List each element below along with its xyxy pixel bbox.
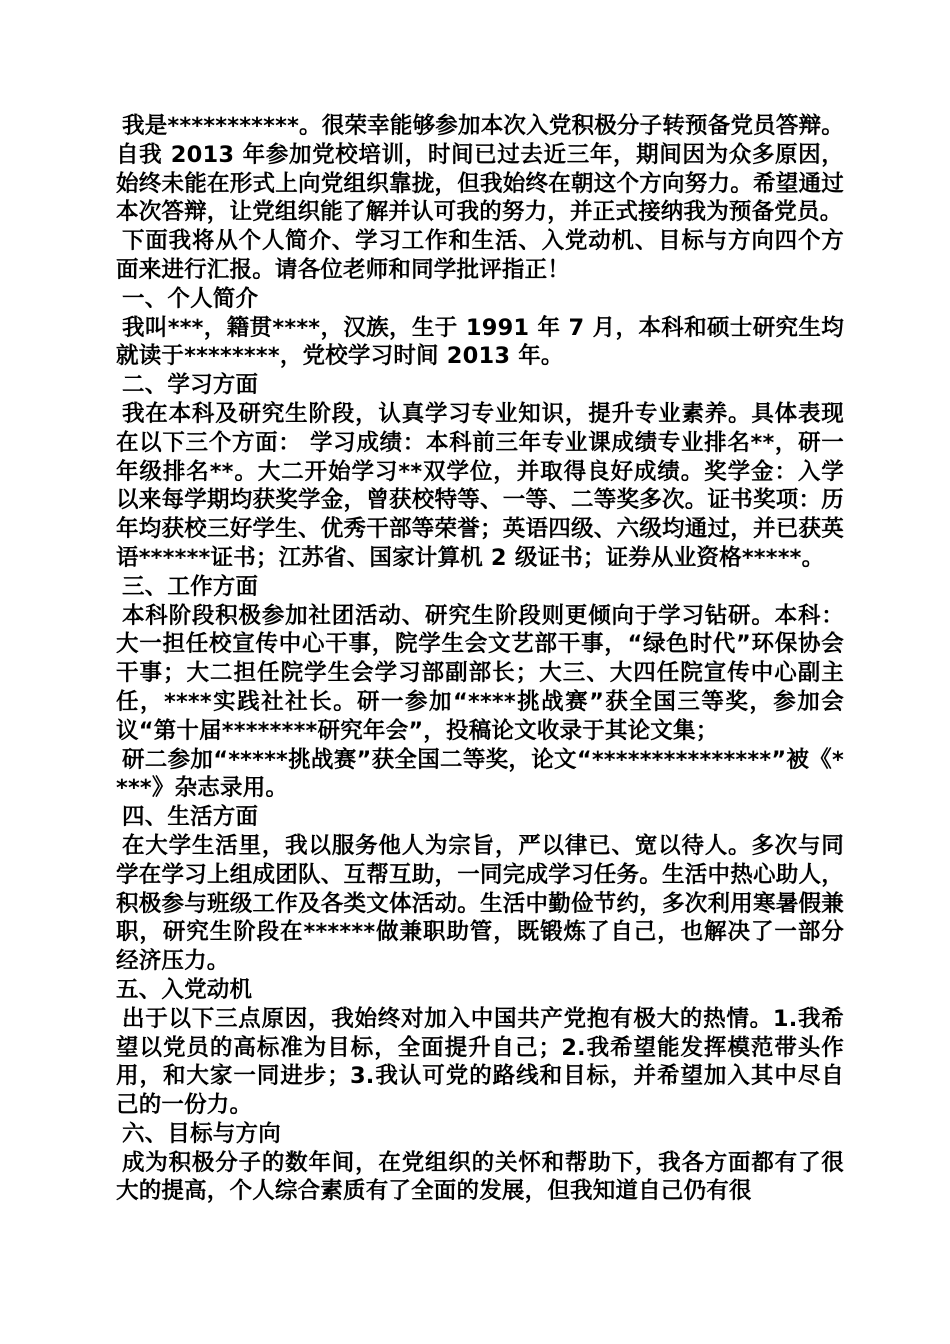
section-heading-profile: 一、个人简介: [122, 285, 259, 312]
work-paragraph: 本科阶段积极参加社团活动、研究生阶段则更倾向于学习钻研。本科：大一担任校宣传中心干事，院学生会文艺部干事，“绿色时代”环保协会干事；大二担任院学生会学习部副部长；大三、大四任院宣传中心副主任，****实践社社长。研一参加“****挑战赛”获全国三等奖，参加会议“第十届********研究年会”，投稿论文收录于其论文集；: [116, 602, 844, 744]
work-paragraph-continued: 研二参加“*****挑战赛”获全国二等奖，论文“***************”被《****》杂志录用。: [116, 746, 844, 802]
section-heading-work: 三、工作方面: [122, 573, 259, 600]
profile-paragraph: 我叫***，籍贯****，汉族，生于 1991 年 7 月，本科和硕士研究生均就读于********，党校学习时间 2013 年。: [116, 314, 844, 370]
section-heading-motivation: 五、入党动机: [116, 976, 253, 1003]
section-heading-goals: 六、目标与方向: [122, 1120, 281, 1147]
intro-paragraph: 我是***********。很荣幸能够参加本次入党积极分子转预备党员答辩。自我 2013 年参加党校培训，时间已过去近三年，期间因为众多原因，始终未能在形式上向党组织靠拢，但我始终在朝这个方向努力。希望通过本次答辩，让党组织能了解并认可我的努力，并正式接纳我为预备党员。: [116, 113, 844, 226]
life-paragraph: 在大学生活里，我以服务他人为宗旨，严以律已、宽以待人。多次与同学在学习上组成团队、互帮互助，一同完成学习任务。生活中热心助人，积极参与班级工作及各类文体活动。生活中勤俭节约，多次利用寒暑假兼职，研究生阶段在******做兼职助管，既锻炼了自己，也解决了一部分经济压力。: [116, 832, 844, 975]
motivation-paragraph: 出于以下三点原因，我始终对加入中国共产党抱有极大的热情。1.我希望以党员的高标准为目标，全面提升自己；2.我希望能发挥模范带头作用，和大家一同进步；3.我认可党的路线和目标，并希望加入其中尽自己的一份力。: [116, 1005, 844, 1119]
study-paragraph: 我在本科及研究生阶段，认真学习专业知识，提升专业素养。具体表现在以下三个方面： 学习成绩：本科前三年专业课成绩专业排名**，研一年级排名**。大二开始学习**双学位，并取得良好成绩。奖学金：入学以来每学期均获奖学金，曾获校特等、一等、二等奖多次。证书奖项：历年均获校三好学生、优秀干部等荣誉；英语四级、六级均通过，并已获英语******证书；江苏省、国家计算机 2 级证书；证券从业资格*****。: [116, 400, 844, 571]
section-heading-life: 四、生活方面: [122, 804, 259, 831]
goals-paragraph: 成为积极分子的数年间，在党组织的关怀和帮助下，我各方面都有了很大的提高，个人综合素质有了全面的发展，但我知道自己仍有很: [116, 1149, 844, 1205]
document-body: [116, 112, 844, 1206]
outline-paragraph: 下面我将从个人简介、学习工作和生活、入党动机、目标与方向四个方面来进行汇报。请各位老师和同学批评指正！: [116, 228, 844, 283]
section-heading-study: 二、学习方面: [122, 372, 259, 399]
